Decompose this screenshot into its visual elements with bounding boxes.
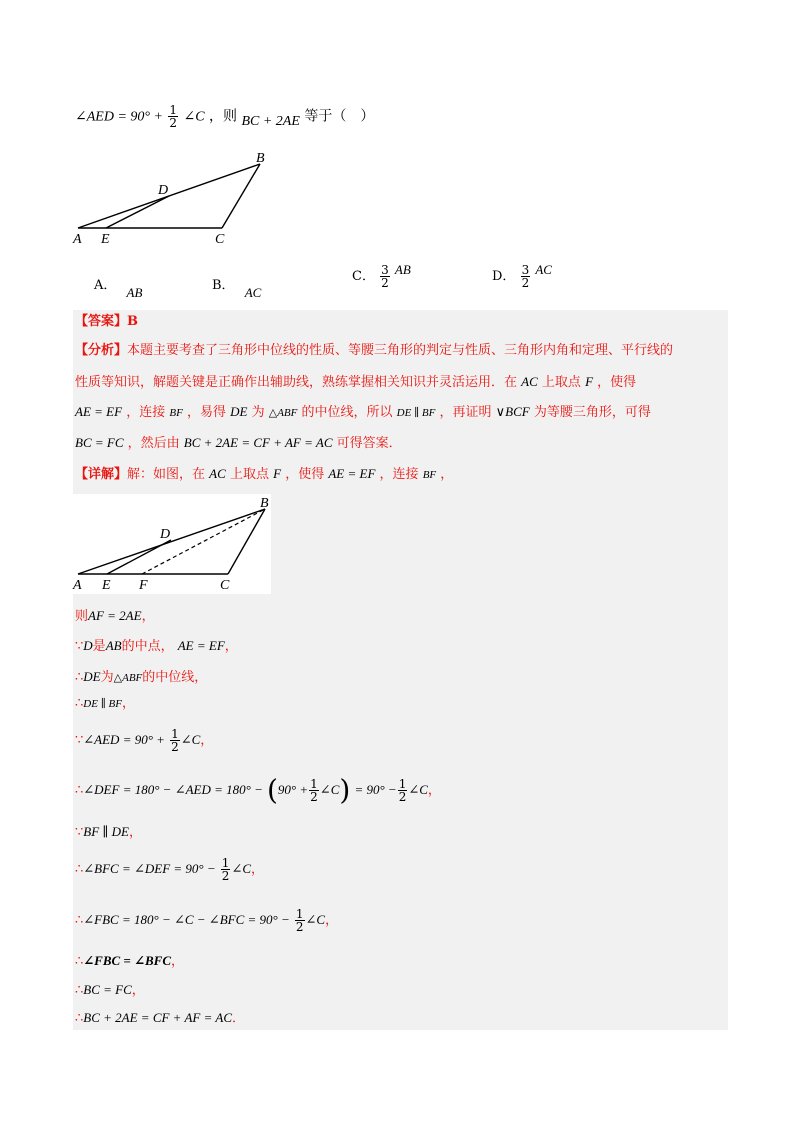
detail-math-f: F xyxy=(273,466,282,481)
detail-text-g: ，连接 xyxy=(379,467,419,482)
analysis-text-1: 本题主要考查了三角形中位线的性质、等腰三角形的判定与性质、三角形内角和定理、平行线的 xyxy=(127,343,674,358)
option-d-fraction: $\frac{3}{2}$ xyxy=(521,263,530,290)
analysis-math-f: F xyxy=(585,374,594,389)
analysis-text-4d: 可得答案． xyxy=(336,436,402,451)
step-1: 则AF = 2AE， xyxy=(75,608,155,624)
analysis-line-1 xyxy=(75,341,673,361)
analysis-math-de-par-bf: DE ∥ BF xyxy=(396,407,436,419)
option-a[interactable] xyxy=(94,274,143,300)
analysis-math-sum: BC + 2AE = CF + AF = AC xyxy=(183,435,333,450)
analysis-math-tri-abf: △ABF xyxy=(268,407,298,419)
stem-angle-c: ∠C xyxy=(183,109,205,125)
stem-math: ∠AED = 90° + xyxy=(75,109,163,125)
step-4: ∴DE ∥ BF， xyxy=(75,696,135,711)
analysis-text-3b: ，连接 xyxy=(126,405,166,420)
step-3: ∴DE为△ABF的中位线， xyxy=(75,669,208,685)
option-d[interactable] xyxy=(492,264,552,289)
label-c: C xyxy=(215,232,225,247)
option-a-letter: A． xyxy=(94,278,117,293)
analysis-text-3h: 的中位线，所以 xyxy=(301,405,393,420)
analysis-math-ae-ef: AE = EF xyxy=(75,404,123,419)
label2-e: E xyxy=(102,578,111,593)
step-9: ∴∠FBC = 180° − ∠C − ∠BFC = 90° − $\frac{1}{2}$ ∠C， xyxy=(75,907,339,934)
option-c-expr: AB xyxy=(394,262,411,277)
detail-text-e: ，使得 xyxy=(285,467,325,482)
detail-math-ae-ef: AE = EF xyxy=(328,466,376,481)
option-b-expr: AC xyxy=(244,285,262,300)
answer-value: B xyxy=(127,314,139,329)
analysis-math-ac: AC xyxy=(521,374,538,389)
answer-line xyxy=(75,312,138,332)
label2-c: C xyxy=(220,578,230,593)
analysis-math-tri-bcf: ∨BCF xyxy=(495,404,530,419)
triangle-figure-1 xyxy=(70,148,280,248)
step-5: ∵∠AED = 90° + $\frac{1}{2}$ ∠C， xyxy=(75,727,214,754)
analysis-text-3l: 为等腰三角形，可得 xyxy=(533,405,651,420)
analysis-text-3j: ，再证明 xyxy=(439,405,492,420)
detail-text-i: ， xyxy=(440,467,454,482)
option-d-letter: D． xyxy=(492,269,516,284)
option-a-expr: AB xyxy=(126,285,143,300)
label-a: A xyxy=(73,232,82,247)
analysis-line-2 xyxy=(75,372,636,393)
question-stem xyxy=(75,104,374,130)
analysis-line-4 xyxy=(75,433,402,454)
step-11: ∴BC = FC， xyxy=(75,982,145,998)
answer-tag: 【答案】 xyxy=(75,314,128,329)
step-12: ∴BC + 2AE = CF + AF = AC． xyxy=(75,1010,246,1026)
label2-d: D xyxy=(160,527,171,542)
step-2: ∵D是AB的中点， AE = EF， xyxy=(75,638,238,654)
analysis-math-bf: BF xyxy=(169,407,183,419)
analysis-line-3 xyxy=(75,402,651,423)
stem-text-2: 等于（ ） xyxy=(304,108,375,125)
label-d: D xyxy=(158,183,169,198)
step-8: ∴∠BFC = ∠DEF = 90° − $\frac{1}{2}$ ∠C， xyxy=(75,856,265,883)
analysis-math-de: DE xyxy=(230,404,248,419)
analysis-text-3d: ，易得 xyxy=(186,405,226,420)
step-6: ∴∠DEF = 180° − ∠AED = 180° − (90° + $\frac{1}{2}$ ∠C) = 90° − $\frac{1}{2}$ ∠C， xyxy=(75,773,441,807)
label-e: E xyxy=(101,232,110,247)
analysis-text-2c: 上取点 xyxy=(541,375,581,390)
stem-fraction: $\frac{1}{2}$ xyxy=(169,103,178,130)
option-b-letter: B． xyxy=(212,278,235,293)
analysis-tag: 【分析】 xyxy=(75,343,128,358)
option-c-letter: C． xyxy=(352,269,375,284)
option-c-fraction: $\frac{3}{2}$ xyxy=(381,263,389,290)
option-b[interactable] xyxy=(212,274,262,300)
step-10: ∴∠FBC = ∠BFC， xyxy=(75,953,185,969)
analysis-text-4b: ，然后由 xyxy=(127,436,180,451)
analysis-text-2a: 性质等知识，解题关键是正确作出辅助线，熟练掌握相关知识并灵活运用．在 xyxy=(75,375,518,390)
label2-b: B xyxy=(260,496,269,511)
detail-line xyxy=(75,464,453,485)
label2-f: F xyxy=(139,578,148,593)
stem-text: ，则 xyxy=(209,108,238,125)
analysis-math-bc-fc: BC = FC xyxy=(75,435,124,450)
detail-tag: 【详解】 xyxy=(75,467,128,482)
detail-math-bf: BF xyxy=(422,469,437,481)
triangle-figure-2 xyxy=(70,494,274,594)
detail-text-c: 上取点 xyxy=(229,467,269,482)
analysis-text-2e: ，使得 xyxy=(597,375,637,390)
detail-text-a: 解：如图，在 xyxy=(127,467,206,482)
option-d-expr: AC xyxy=(535,262,552,277)
detail-math-ac: AC xyxy=(209,466,226,481)
stem-expression: BC + 2AE xyxy=(241,113,300,129)
analysis-text-3f: 为 xyxy=(251,405,265,420)
label2-a: A xyxy=(73,578,82,593)
label-b: B xyxy=(256,151,265,166)
step-7: ∵BF ∥ DE， xyxy=(75,824,143,840)
option-c[interactable] xyxy=(352,264,411,289)
